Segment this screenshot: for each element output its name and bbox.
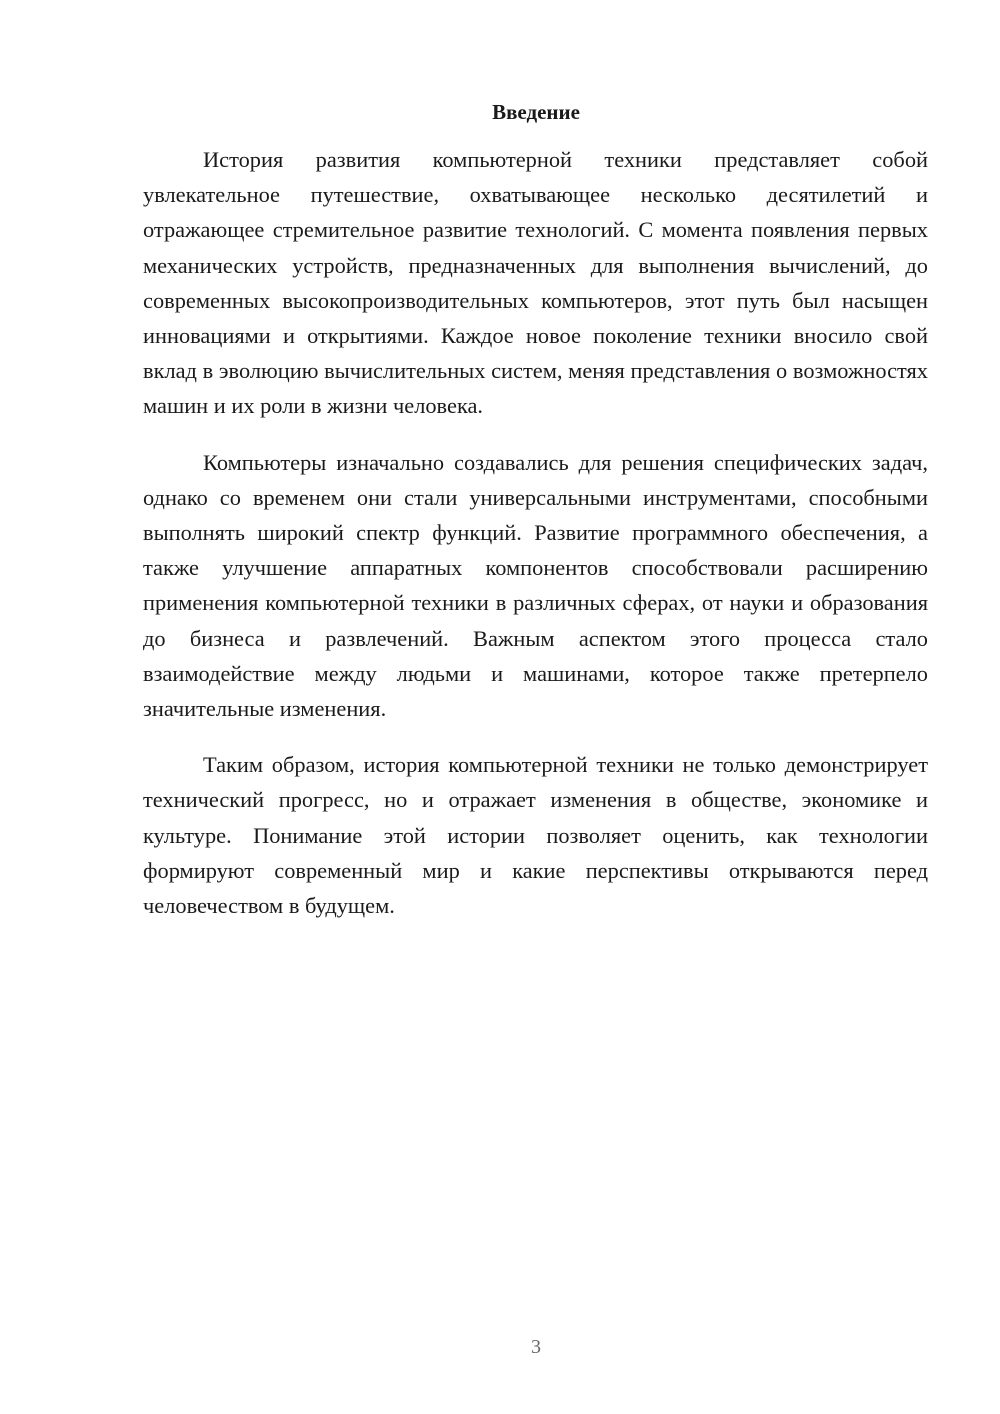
paragraph-1: История развития компьютерной техники представляет собой увлекательное путешествие, охватывающее несколько десятилетий и отражающее стремительное развитие технологий. С момента появления первых механических устройств, предназначенных для выполнения вычислений, до современных высокопроизводительных компьютеров, этот путь был насыщен инновациями и открытиями. Каждое новое поколение техники вносило свой вклад в эволюцию вычислительных систем, меняя представления о возможностях машин и их роли в жизни человека. [143, 147, 928, 419]
page-number: 3 [531, 1336, 541, 1358]
paragraph-2: Компьютеры изначально создавались для решения специфических задач, однако со временем они стали универсальными инструментами, способными выполнять широкий спектр функций. Развитие программного обеспечения, а также улучшение аппаратных компонентов способствовали расширению применения компьютерной техники в различных сферах, от науки и образования до бизнеса и развлечений. Важным аспектом этого процесса стало взаимодействие между людьми и машинами, которое также претерпело значительные изменения. [143, 449, 928, 722]
paragraph-3: Таким образом, история компьютерной техники не только демонстрирует технический прогресс, но и отражает изменения в обществе, экономике и культуре. Понимание этой истории позволяет оценить, как технологии формируют современный мир и какие перспективы открываются перед человечеством в будущем. [143, 752, 928, 919]
body-text [143, 142, 928, 923]
section-title: Введение [492, 100, 580, 124]
